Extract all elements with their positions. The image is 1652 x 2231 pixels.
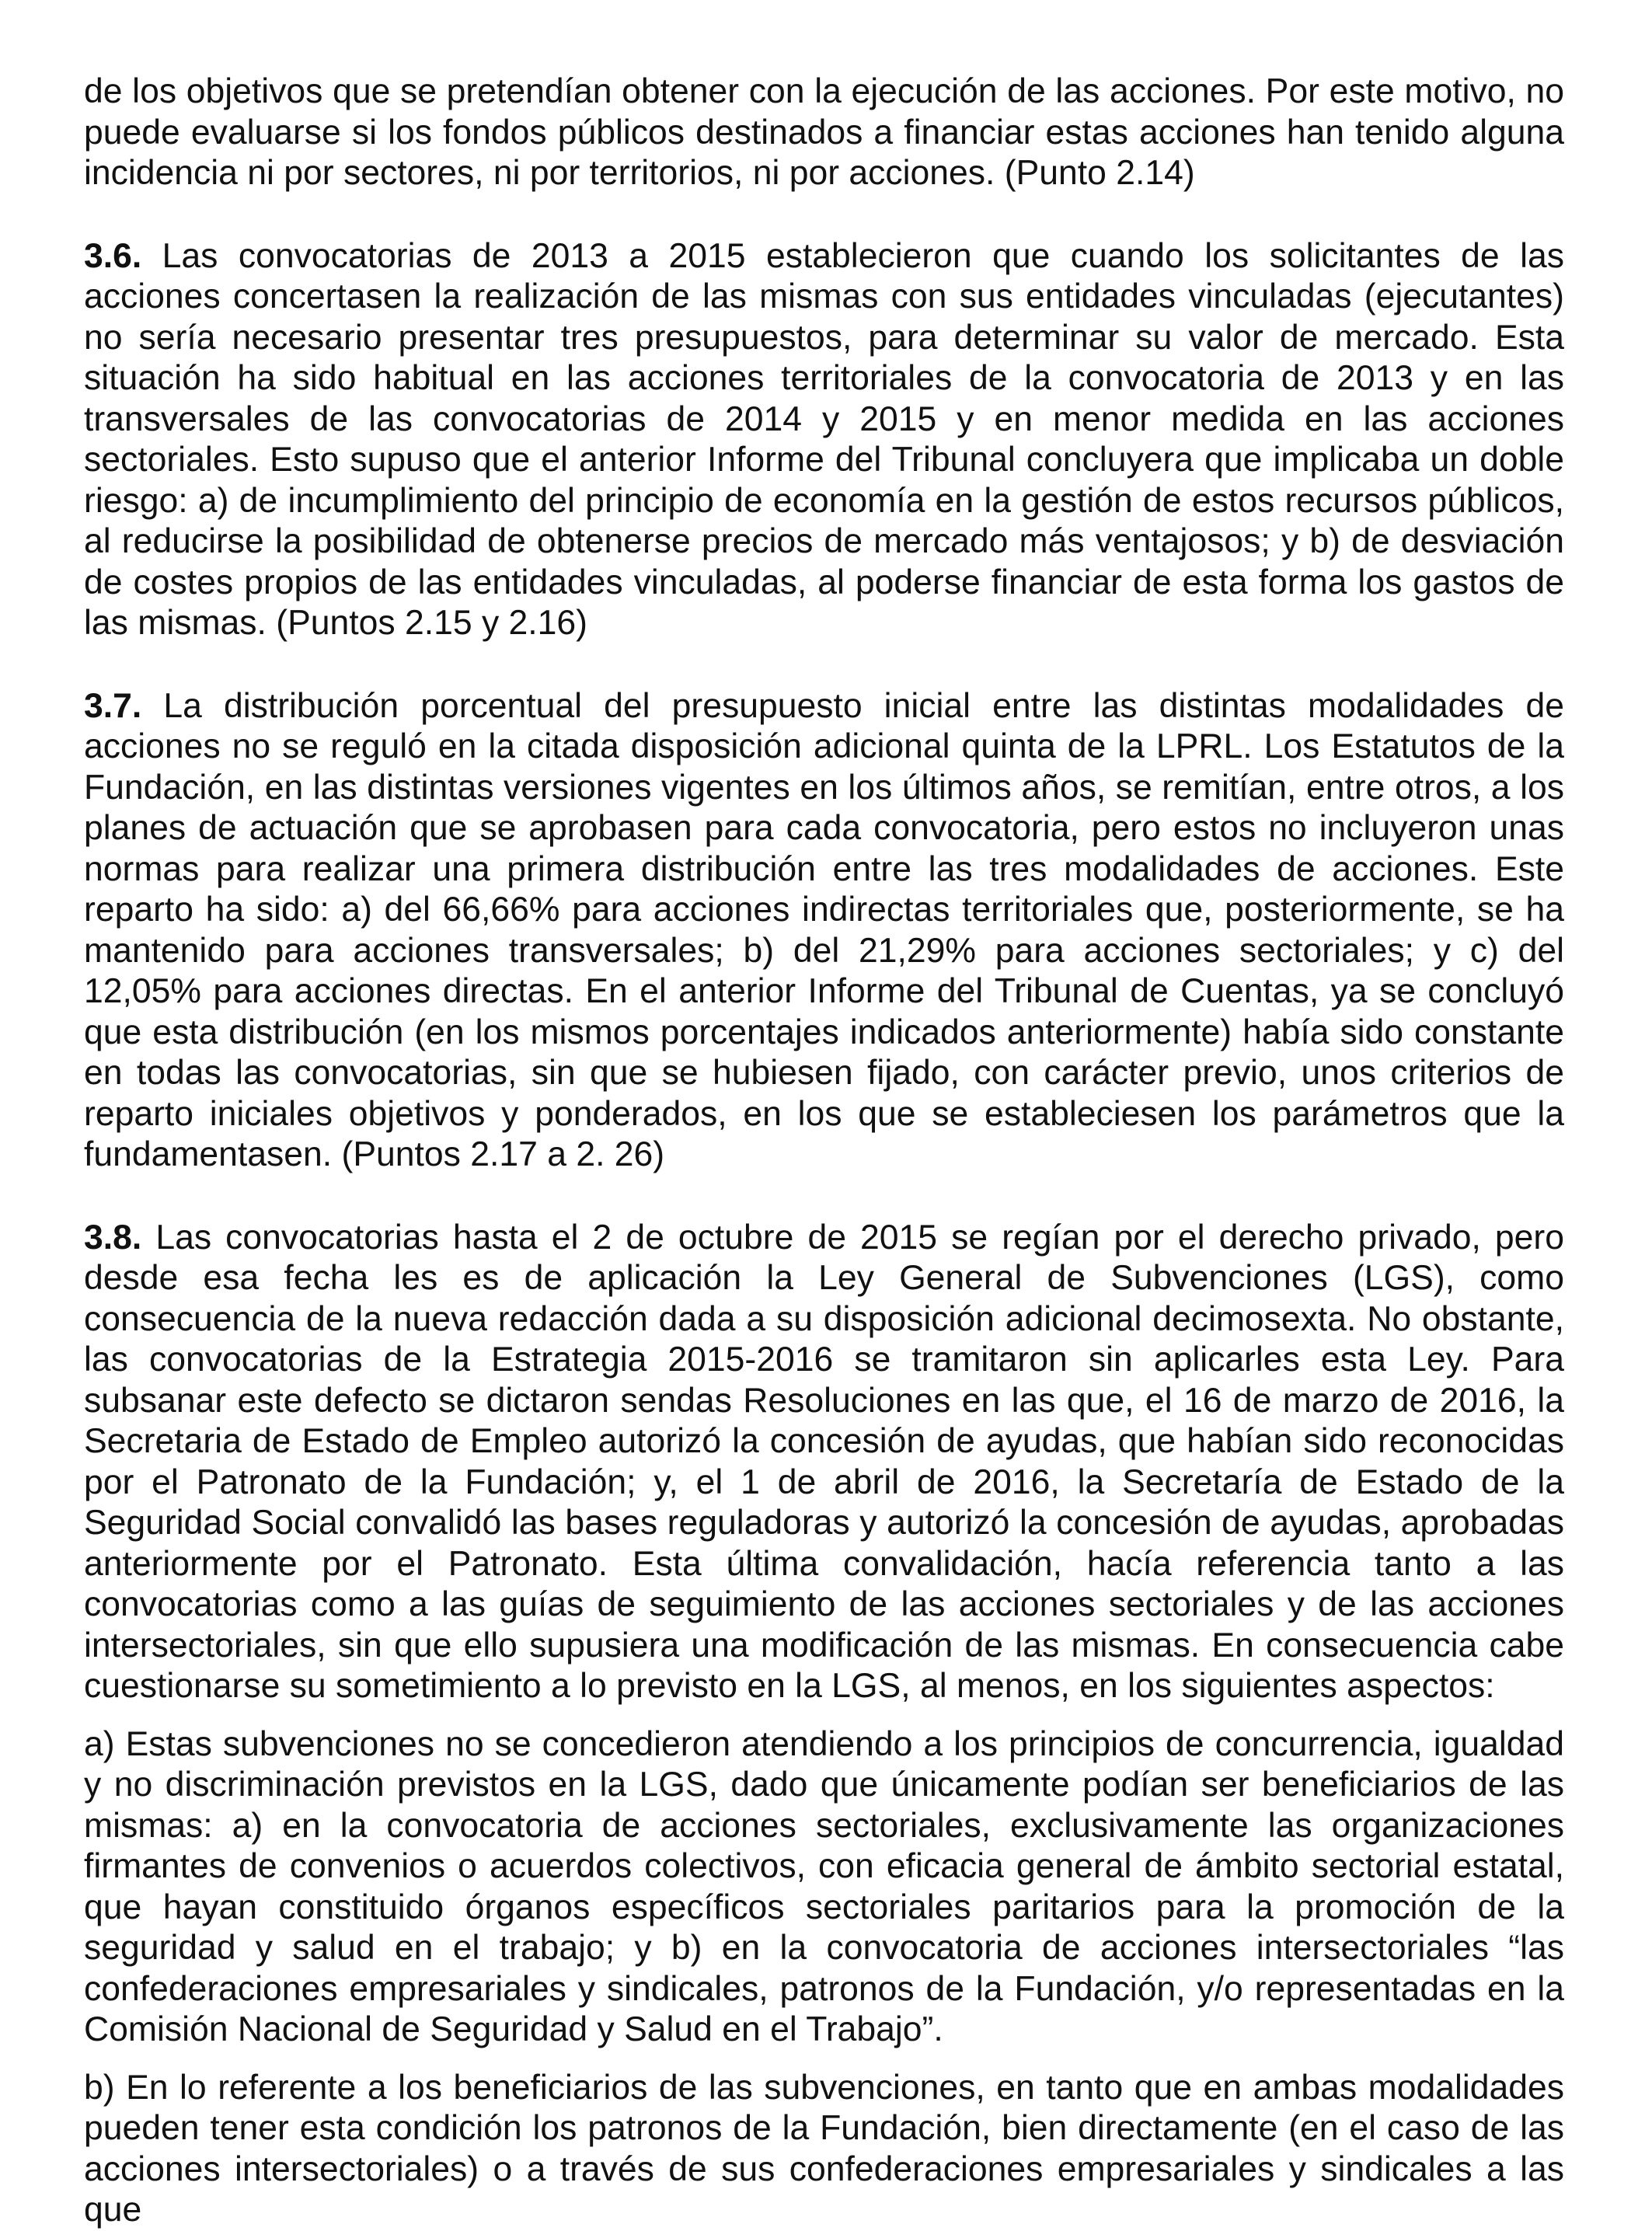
sub-item-a: a) Estas subvenciones no se concedieron atendiendo a los principios de concurrencia, igualdad y no discriminación previstos en la LGS, dado que únicamente podían ser beneficiarios de las mismas: a) en la convocatoria de acciones sectoriales, exclusivamente las organizaciones firmantes de convenios o acuerdos colectivos, con eficacia general de ámbito sectorial estatal, que hayan constituido órganos específicos sectoriales paritarios para la promoción de la seguridad y salud en el trabajo; y b) en la convocatoria de acciones intersectoriales “las confederaciones empresariales y sindicales, patronos de la Fundación, y/o representadas en la Comisión Nacional de Seguridad y Salud en el Trabajo”. bbox=[84, 1724, 1564, 2048]
section-text: Las convocatorias de 2013 a 2015 establecieron que cuando los solicitantes de las acciones concertasen la realización de las mismas con sus entidades vinculadas (ejecutantes) no sería necesario presentar tres presupuestos, para determinar su valor de mercado. Esta situación ha sido habitual en las acciones territoriales de la convocatoria de 2013 y en las transversales de las convocatorias de 2014 y 2015 y en menor medida en las acciones sectoriales. Esto supuso que el anterior Informe del Tribunal concluyera que implicaba un doble riesgo: a) de incumplimiento del principio de economía en la gestión de estos recursos públicos, al reducirse la posibilidad de obtenerse precios de mercado más ventajosos; y b) de desviación de costes propios de las entidades vinculadas, al poderse financiar de esta forma los gastos de las mismas. (Puntos 2.15 y 2.16) bbox=[84, 236, 1564, 642]
section-number: 3.7. bbox=[84, 686, 142, 725]
sub-item-b: b) En lo referente a los beneficiarios de las subvenciones, en tanto que en ambas modalidades pueden tener esta condición los patronos de la Fundación, bien directamente (en el caso de las acciones intersectoriales) o a través de sus confederaciones empresariales y sindicales a las que bbox=[84, 2068, 1564, 2229]
section-text: Las convocatorias hasta el 2 de octubre de 2015 se regían por el derecho privado, pero desde esa fecha les es de aplicación la Ley General de Subvenciones (LGS), como consecuencia de la nueva redacción dada a su disposición adicional decimosexta. No obstante, las convocatorias de la Estrategia 2015-2016 se tramitaron sin aplicarles esta Ley. Para subsanar este defecto se dictaron sendas Resoluciones en las que, el 16 de marzo de 2016, la Secretaria de Estado de Empleo autorizó la concesión de ayudas, que habían sido reconocidas por el Patronato de la Fundación; y, el 1 de abril de 2016, la Secretaría de Estado de la Seguridad Social convalidó las bases reguladoras y autorizó la concesión de ayudas, aprobadas anteriormente por el Patronato. Esta última convalidación, hacía referencia tanto a las convocatorias como a las guías de seguimiento de las acciones sectoriales y de las acciones intersectoriales, sin que ello supusiera una modificación de las mismas. En consecuencia cabe cuestionarse su sometimiento a lo previsto en la LGS, al menos, en los siguientes aspectos: bbox=[84, 1218, 1564, 1705]
section-3-6 bbox=[84, 236, 1564, 644]
intro-paragraph: de los objetivos que se pretendían obtener con la ejecución de las acciones. Por este motivo, no puede evaluarse si los fondos públicos destinados a financiar estas acciones han tenido alguna incidencia ni por sectores, ni por territorios, ni por acciones. (Punto 2.14) bbox=[84, 72, 1564, 192]
section-number: 3.6. bbox=[84, 236, 142, 275]
section-3-7 bbox=[84, 686, 1564, 1176]
section-3-8 bbox=[84, 1218, 1564, 1707]
section-number: 3.8. bbox=[84, 1218, 142, 1257]
section-text: La distribución porcentual del presupuesto inicial entre las distintas modalidades de acciones no se reguló en la citada disposición adicional quinta de la LPRL. Los Estatutos de la Fundación, en las distintas versiones vigentes en los últimos años, se remitían, entre otros, a los planes de actuación que se aprobasen para cada convocatoria, pero estos no incluyeron unas normas para realizar una primera distribución entre las tres modalidades de acciones. Este reparto ha sido: a) del 66,66% para acciones indirectas territoriales que, posteriormente, se ha mantenido para acciones transversales; b) del 21,29% para acciones sectoriales; y c) del 12,05% para acciones directas. En el anterior Informe del Tribunal de Cuentas, ya se concluyó que esta distribución (en los mismos porcentajes indicados anteriormente) había sido constante en todas las convocatorias, sin que se hubiesen fijado, con carácter previo, unos criterios de reparto iniciales objetivos y ponderados, en los que se estableciesen los parámetros que la fundamentasen. (Puntos 2.17 a 2. 26) bbox=[84, 686, 1564, 1173]
document-page bbox=[84, 71, 1564, 2231]
